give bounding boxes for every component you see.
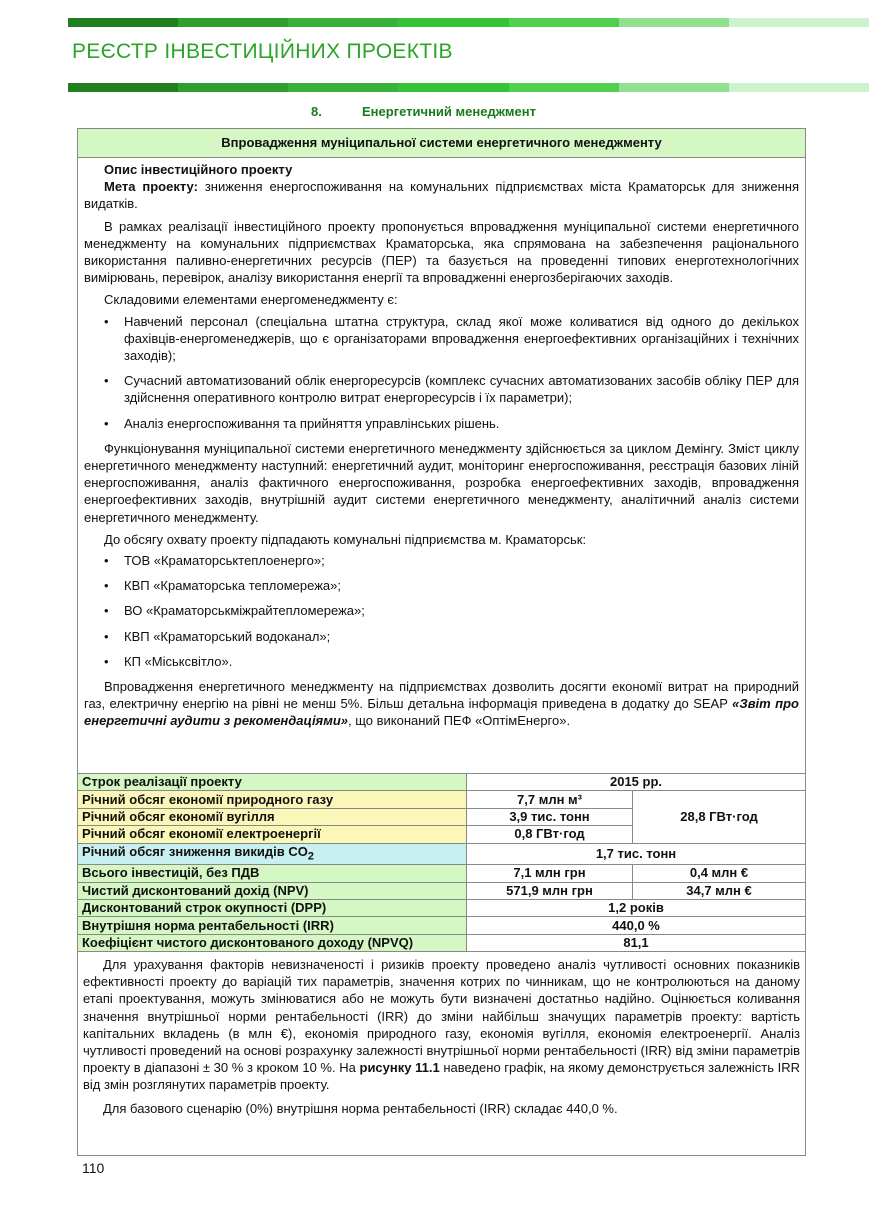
list-item: • Сучасний автоматизований облік енергоресурсів (комплекс сучасних автоматизованих засобів обліку ПЕР для здійснення оперативного контролю витрат енергоресурсів і їх параметри); [84, 372, 799, 406]
row-value: 1,7 тис. тонн [467, 843, 806, 865]
paragraph: До обсягу охвату проекту підпадають комунальні підприємства м. Краматорськ: [104, 531, 587, 547]
project-title: Впровадження муніципальної системи енергетичного менеджменту [78, 129, 805, 158]
row-value: 3,9 тис. тонн [467, 808, 633, 825]
indicators-table [77, 773, 806, 952]
paragraph: Функціонування муніципальної системи енергетичного менеджменту здійснюється за циклом Демінгу. Зміст циклу енергетичного менеджменту наступний: енергетичний аудит, моніторинг енергоспоживання, реєстрація базових ліній енергоспоживання, аналіз фактичного енергоспоживання, розробка енергоефективних заходів, впровадження енергоефективних заходів, внутрішній аудит системи енергетичного менеджменту, аналітичний аналіз системи енергетичного менеджменту. [84, 440, 799, 525]
list-item: • Аналіз енергоспоживання та прийняття управлінських рішень. [84, 415, 799, 432]
section-title: Енергетичний менеджмент [362, 104, 536, 119]
energy-total-value: 28,8 ГВт·год [633, 791, 806, 843]
row-value: 1,2 років [467, 899, 806, 916]
figure-reference: рисунку 11.1 [359, 1060, 440, 1076]
paragraph: Для базового сценарію (0%) внутрішня норма рентабельності (IRR) складає 440,0 %. [103, 1100, 618, 1116]
text: наведено графік, на якому демонструється залежність IRR від змін розглянутих параметрів проекту. [83, 1060, 800, 1093]
label-text: Річний обсяг зниження викидів CO [82, 843, 308, 859]
list-item: • КВП «Краматорська тепломережа»; [84, 577, 799, 594]
row-value: 2015 рр. [467, 774, 806, 791]
page-number: 110 [82, 1160, 105, 1176]
row-label: Річний обсяг економії вугілля [78, 808, 467, 825]
table-row [78, 934, 806, 951]
text: , що виконаний ПЕФ «ОптімЕнерго». [348, 713, 571, 729]
row-value-uah: 7,1 млн грн [467, 865, 633, 882]
row-label: Строк реалізації проекту [78, 774, 467, 791]
row-label: Коефіцієнт чистого дисконтованого доходу (NPVQ) [78, 934, 467, 951]
table-row [78, 917, 806, 934]
section-heading [311, 104, 536, 119]
row-value-eur: 0,4 млн € [633, 865, 806, 882]
row-value: 7,7 млн м³ [467, 791, 633, 808]
row-value: 0,8 ГВт·год [467, 826, 633, 843]
paragraph [83, 956, 800, 1094]
row-label: Всього інвестицій, без ПДВ [78, 865, 467, 882]
list-item: • КП «Міськсвітло». [84, 653, 799, 670]
table-row [78, 774, 806, 791]
description-heading: Опис інвестиційного проекту [104, 162, 293, 177]
components-list [84, 313, 799, 432]
subscript: 2 [307, 850, 314, 863]
row-label: Річний обсяг економії електроенергії [78, 826, 467, 843]
table-row [78, 865, 806, 882]
row-label [78, 843, 467, 865]
goal-text: зниження енергоспоживання на комунальних підприємствах міста Краматорськ для зниження видатків. [84, 179, 799, 212]
list-item: • ВО «Краматорськміжрайтепломережа»; [84, 602, 799, 619]
report-reference: «Звіт про енергетичні аудити з рекомендаціями» [84, 696, 799, 729]
row-label: Чистий дисконтований дохід (NPV) [78, 882, 467, 899]
goal-label: Мета проекту: [104, 179, 198, 195]
paragraph: В рамках реалізації інвестиційного проекту пропонується впровадження муніципальної системи енергетичного менеджменту на комунальних підприємствах Краматорська, яка спрямована на забезпечення раціонального використання паливно-енергетичних ресурсів (ПЕР) та базується на проведенні типових енерготехнологічних вимірювань, перевірок, аналізу використання енергії та впровадженні енергозберігаючих заходів. [84, 218, 799, 286]
page-title: РЕЄСТР ІНВЕСТИЦІЙНИХ ПРОЕКТІВ [72, 40, 453, 63]
project-goal [84, 178, 799, 212]
row-value-eur: 34,7 млн € [633, 882, 806, 899]
project-description [78, 158, 805, 730]
row-value-uah: 571,9 млн грн [467, 882, 633, 899]
section-number: 8. [311, 104, 322, 119]
row-label: Річний обсяг економії природного газу [78, 791, 467, 808]
enterprises-list [84, 552, 799, 670]
row-label: Дисконтований строк окупності (DPP) [78, 899, 467, 916]
table-row [78, 843, 806, 865]
header-bottom-stripe [68, 83, 869, 92]
list-item: • Навчений персонал (спеціальна штатна структура, склад якої може коливатися від одного до декількох фахівців-енергоменеджерів, що є організаторами впровадження енергоефективних організаційних і технічних заходів); [84, 313, 799, 365]
table-row [78, 882, 806, 899]
text: Впровадження енергетичного менеджменту на підприємствах дозволить досягти економії витрат на природний газ, електричну енергію на рівні не менш 5%. Більш детальна інформація приведена в додатку до SEAP [84, 679, 799, 712]
table-row [78, 791, 806, 808]
row-value: 81,1 [467, 934, 806, 951]
list-item: • ТОВ «Краматорськтеплоенерго»; [84, 552, 799, 569]
table-row [78, 899, 806, 916]
paragraph [84, 678, 799, 730]
sensitivity-text [83, 956, 800, 1123]
header-top-stripe [68, 18, 869, 27]
row-value: 440,0 % [467, 917, 806, 934]
row-label: Внутрішня норма рентабельності (IRR) [78, 917, 467, 934]
paragraph: Складовими елементами енергоменеджменту є: [104, 292, 398, 308]
list-item: • КВП «Краматорський водоканал»; [84, 628, 799, 645]
text: Для урахування факторів невизначеності і ризиків проекту проведено аналіз чутливості основних показників ефективності проекту до варіацій тих параметрів, значення котрих по чинникам, що не контролюються на даному етапі проектування, можуть змінюватися або не можуть бути визначені достатньо надійно. Оцінюється коливання значення внутрішньої норми рентабельності (IRR) до зміни найбільш значущих параметрів проекту: вартість капітальних вкладень (в млн €), економія природного газу, економія вугілля, економія електроенергії. Аналіз чутливості проведений на основі розрахунку залежності внутрішньої норми рентабельності (IRR) від зміни параметрів проекту в діапазоні ± 30 % з кроком 10 %. На [83, 957, 800, 1076]
